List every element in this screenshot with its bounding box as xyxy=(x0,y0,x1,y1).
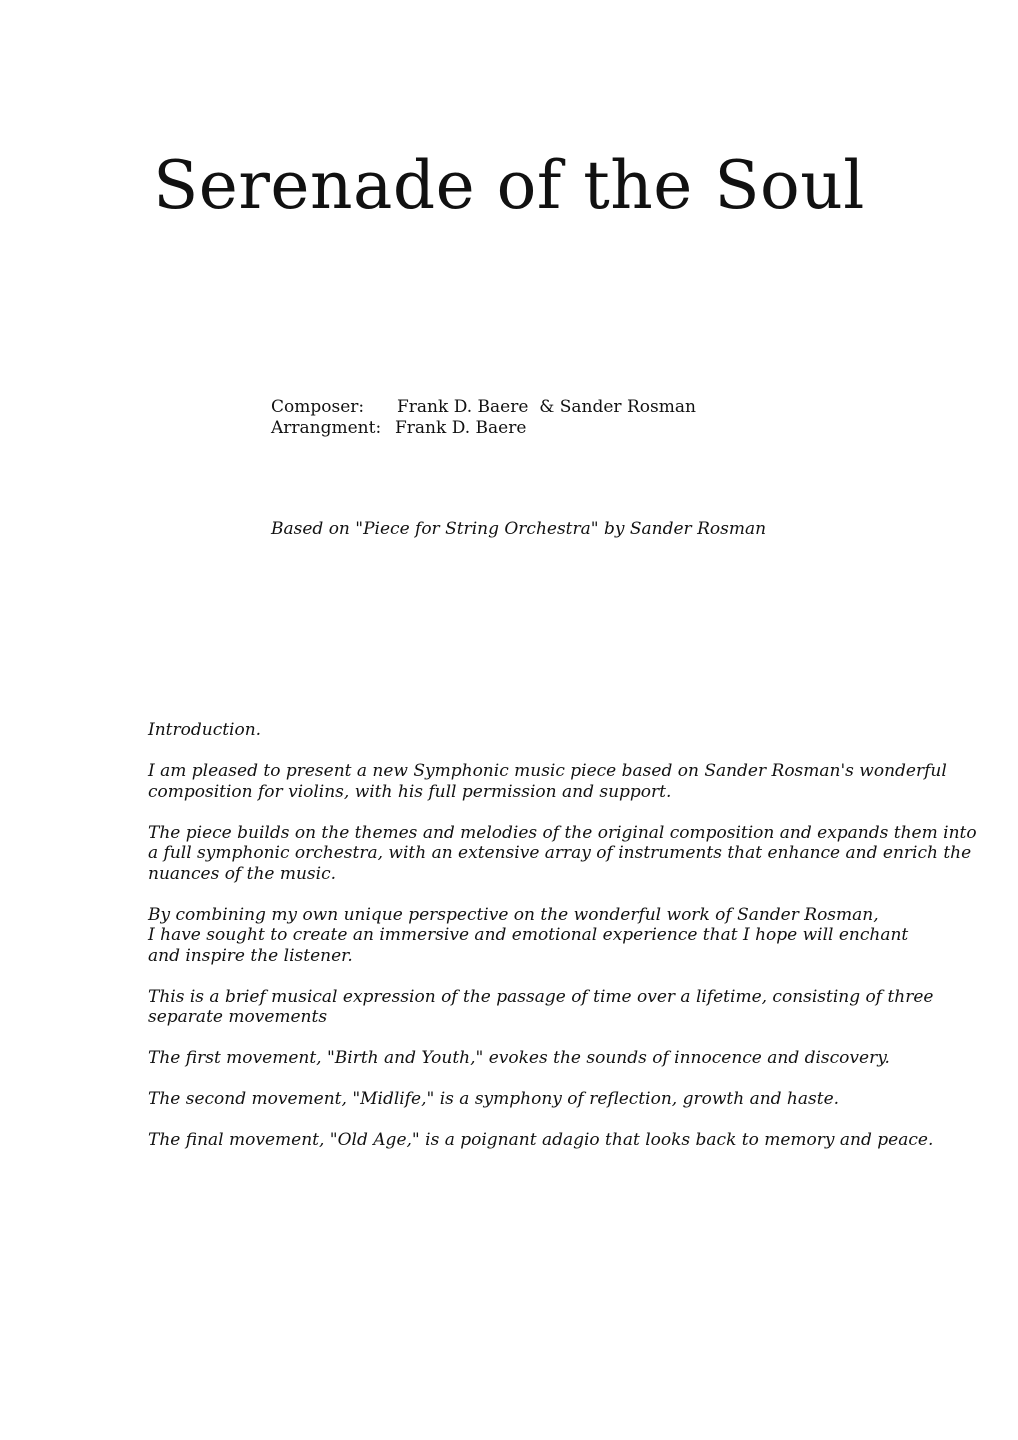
composer-label: Composer: xyxy=(271,397,365,417)
arrangement-value: Frank D. Baere xyxy=(395,418,527,438)
paragraph-line: The first movement, "Birth and Youth," evokes the sounds of innocence and discovery. xyxy=(148,1048,890,1068)
introduction-heading: Introduction. xyxy=(148,720,262,740)
paragraph-line: I am pleased to present a new Symphonic music piece based on Sander Rosman's wonderful xyxy=(148,761,947,781)
paragraph-line: and inspire the listener. xyxy=(148,945,353,966)
intro-paragraph xyxy=(148,822,977,885)
credits-block xyxy=(271,397,696,439)
intro-paragraph xyxy=(148,1089,908,1110)
paragraph-line: The final movement, "Old Age," is a poignant adagio that looks back to memory and peace. xyxy=(148,1130,934,1150)
composer-row xyxy=(271,397,696,418)
paragraph-line: nuances of the music. xyxy=(148,863,337,884)
intro-paragraph xyxy=(148,761,947,802)
introduction-section xyxy=(148,720,977,1171)
intro-paragraph xyxy=(148,1130,934,1151)
based-on-note: Based on "Piece for String Orchestra" by Sander Rosman xyxy=(271,519,767,539)
intro-paragraph xyxy=(148,1048,908,1069)
paragraph-line: separate movements xyxy=(148,1007,328,1027)
composer-value: Frank D. Baere & Sander Rosman xyxy=(397,397,696,417)
intro-paragraph xyxy=(148,986,934,1028)
page-title: Serenade of the Soul xyxy=(153,147,865,224)
arrangement-label: Arrangment: xyxy=(271,418,382,438)
paragraph-line: By combining my own unique perspective on the wonderful work of Sander Rosman, xyxy=(148,904,879,925)
paragraph-line: This is a brief musical expression of the passage of time over a lifetime, consisting of three xyxy=(148,986,934,1007)
paragraph-line: a full symphonic orchestra, with an extensive array of instruments that enhance and enrich the xyxy=(148,843,972,863)
paragraph-line: I have sought to create an immersive and emotional experience that I hope will enchant xyxy=(148,925,909,945)
paragraph-line: The second movement, "Midlife," is a symphony of reflection, growth and haste. xyxy=(148,1089,840,1109)
arrangement-row xyxy=(271,418,696,439)
paragraph-line: composition for violins, with his full permission and support. xyxy=(148,781,672,802)
paragraph-line: The piece builds on the themes and melodies of the original composition and expands them into xyxy=(148,822,977,843)
intro-paragraph xyxy=(148,905,908,967)
